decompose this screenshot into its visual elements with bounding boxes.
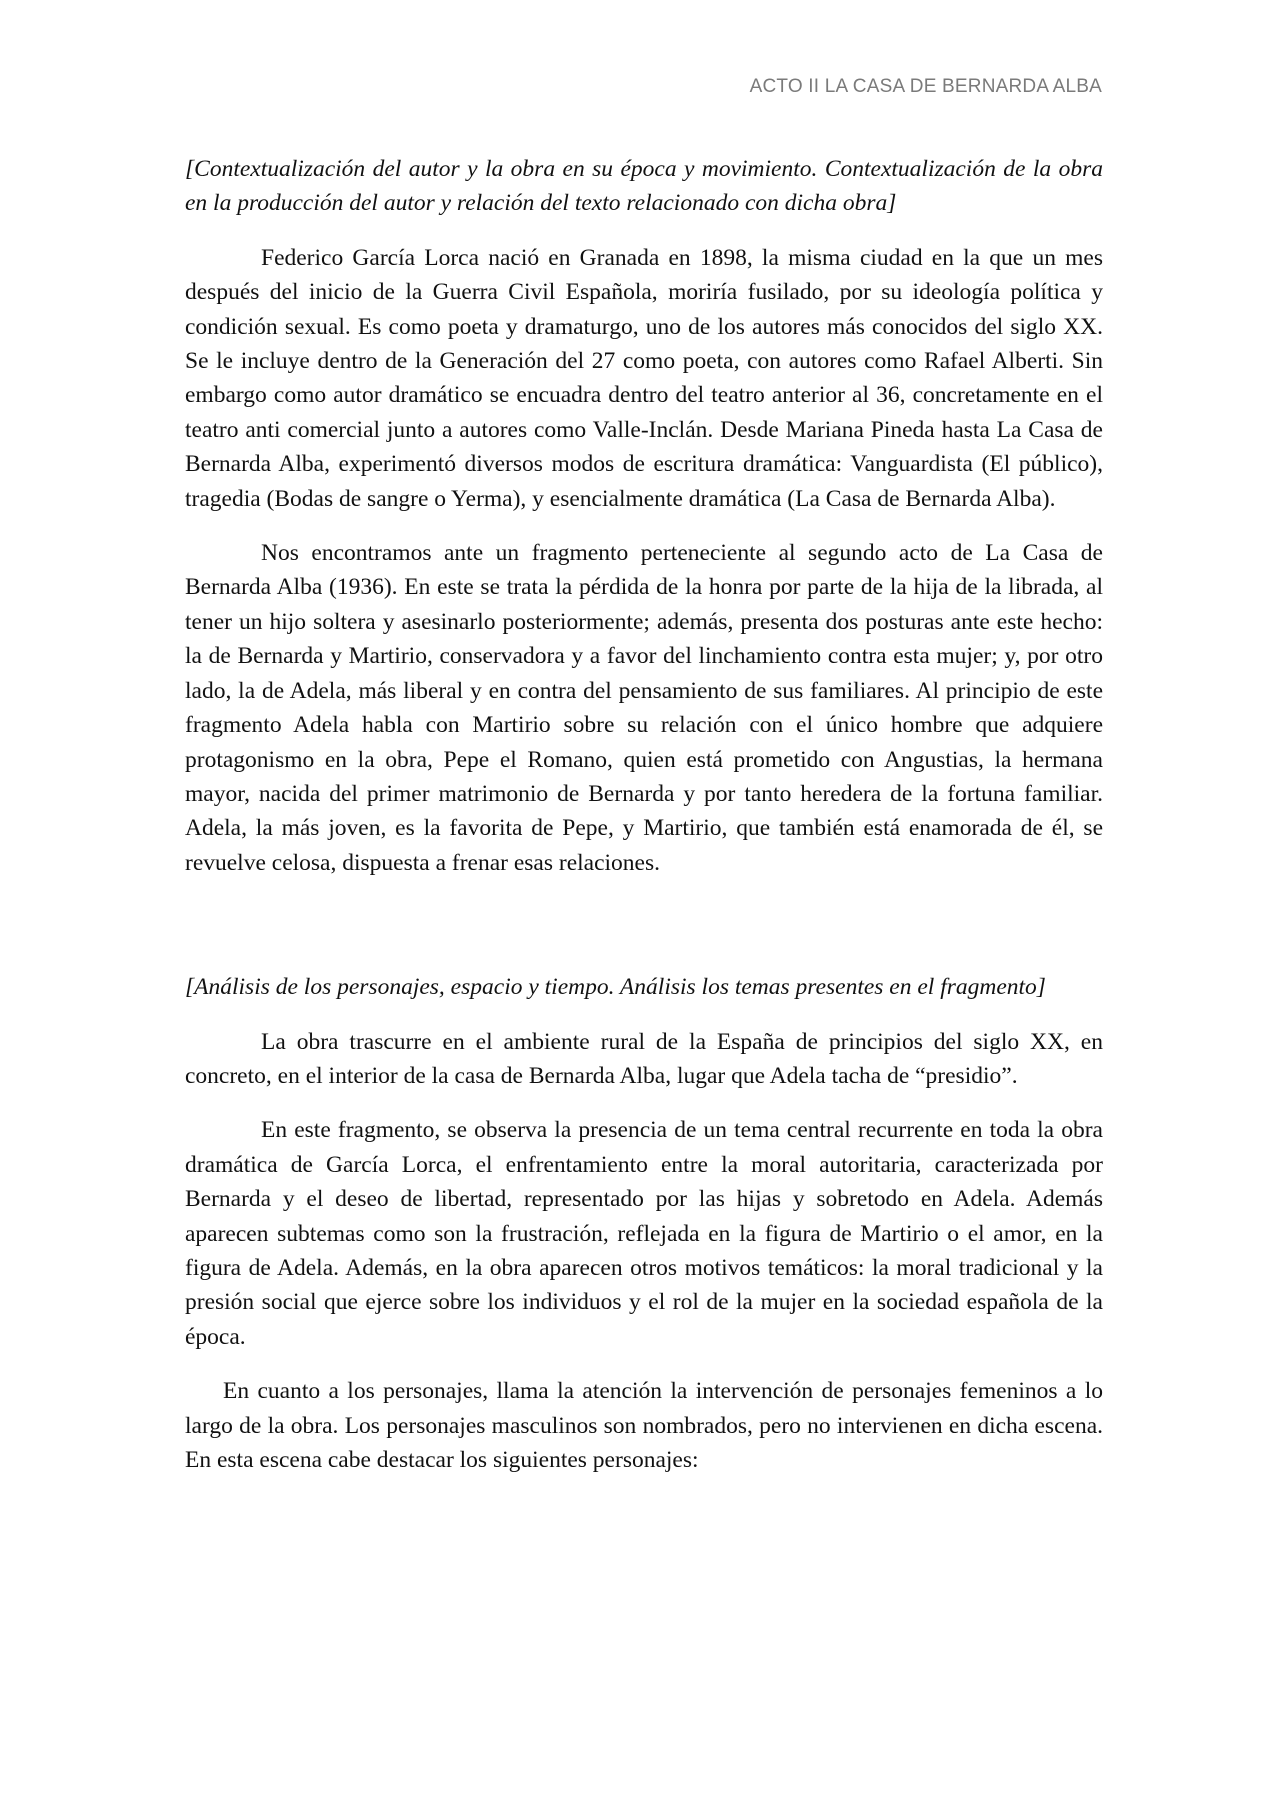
section-2-heading: [Análisis de los personajes, espacio y tiempo. Análisis los temas presentes en el fragmento] xyxy=(185,974,1046,1001)
section-2-paragraph-1: La obra trascurre en el ambiente rural de la España de principios del siglo XX, en concreto, en el interior de la casa de Bernarda Alba, lugar que Adela tacha de “presidio”. xyxy=(185,1028,1103,1089)
section-1-paragraph-1: Federico García Lorca nació en Granada en 1898, la misma ciudad en la que un mes después del inicio de la Guerra Civil Española, moriría fusilado, por su ideología política y condición sexual. Es como poeta y dramaturgo, uno de los autores más conocidos del siglo XX. Se le incluye dentro de la Generación del 27 como poeta, con autores como Rafael Alberti. Sin embargo como autor dramático se encuadra dentro del teatro anterior al 36, concretamente en el teatro anti comercial junto a autores como Valle-Inclán. Desde Mariana Pineda hasta La Casa de Bernarda Alba, experimentó diversos modos de escritura dramática: Vanguardista (El público), tragedia (Bodas de sangre o Yerma), y esencialmente dramática (La Casa de Bernarda Alba). xyxy=(185,244,1103,512)
document-body xyxy=(185,152,1103,1497)
section-1-heading: [Contextualización del autor y la obra en su época y movimiento. Contextualización de la obra en la producción del autor y relación del texto relacionado con dicha obra] xyxy=(185,156,1103,217)
section-1-paragraph-2: Nos encontramos ante un fragmento perteneciente al segundo acto de La Casa de Bernarda Alba (1936). En este se trata la pérdida de la honra por parte de la hija de la librada, al tener un hijo soltera y asesinarlo posteriormente; además, presenta dos posturas ante este hecho: la de Bernarda y Martirio, conservadora y a favor del linchamiento contra esta mujer; y, por otro lado, la de Adela, más liberal y en contra del pensamiento de sus familiares. Al principio de este fragmento Adela habla con Martirio sobre su relación con el único hombre que adquiere protagonismo en la obra, Pepe el Romano, quien está prometido con Angustias, la hermana mayor, nacida del primer matrimonio de Bernarda y por tanto heredera de la fortuna familiar. Adela, la más joven, es la favorita de Pepe, y Martirio, que también está enamorada de él, se revuelve celosa, dispuesta a frenar esas relaciones. xyxy=(185,540,1103,876)
section-spacer xyxy=(185,900,1103,970)
section-2-paragraph-2: En este fragmento, se observa la presencia de un tema central recurrente en toda la obra dramática de García Lorca, el enfrentamiento entre la moral autoritaria, caracterizada por Bernarda y el deseo de libertad, representado por las hijas y sobretodo en Adela. Además aparecen subtemas como son la frustración, reflejada en la figura de Martirio o el amor, en la figura de Adela. Además, en la obra aparecen otros motivos temáticos: la moral tradicional y la presión social que ejerce sobre los individuos y el rol de la mujer en la sociedad española de la época. xyxy=(185,1117,1103,1350)
section-2-paragraph-3: En cuanto a los personajes, llama la atención la intervención de personajes femeninos a lo largo de la obra. Los personajes masculinos son nombrados, pero no intervienen en dicha escena. En esta escena cabe destacar los siguientes personajes: xyxy=(185,1378,1103,1473)
running-header: ACTO II LA CASA DE BERNARDA ALBA xyxy=(749,76,1102,97)
